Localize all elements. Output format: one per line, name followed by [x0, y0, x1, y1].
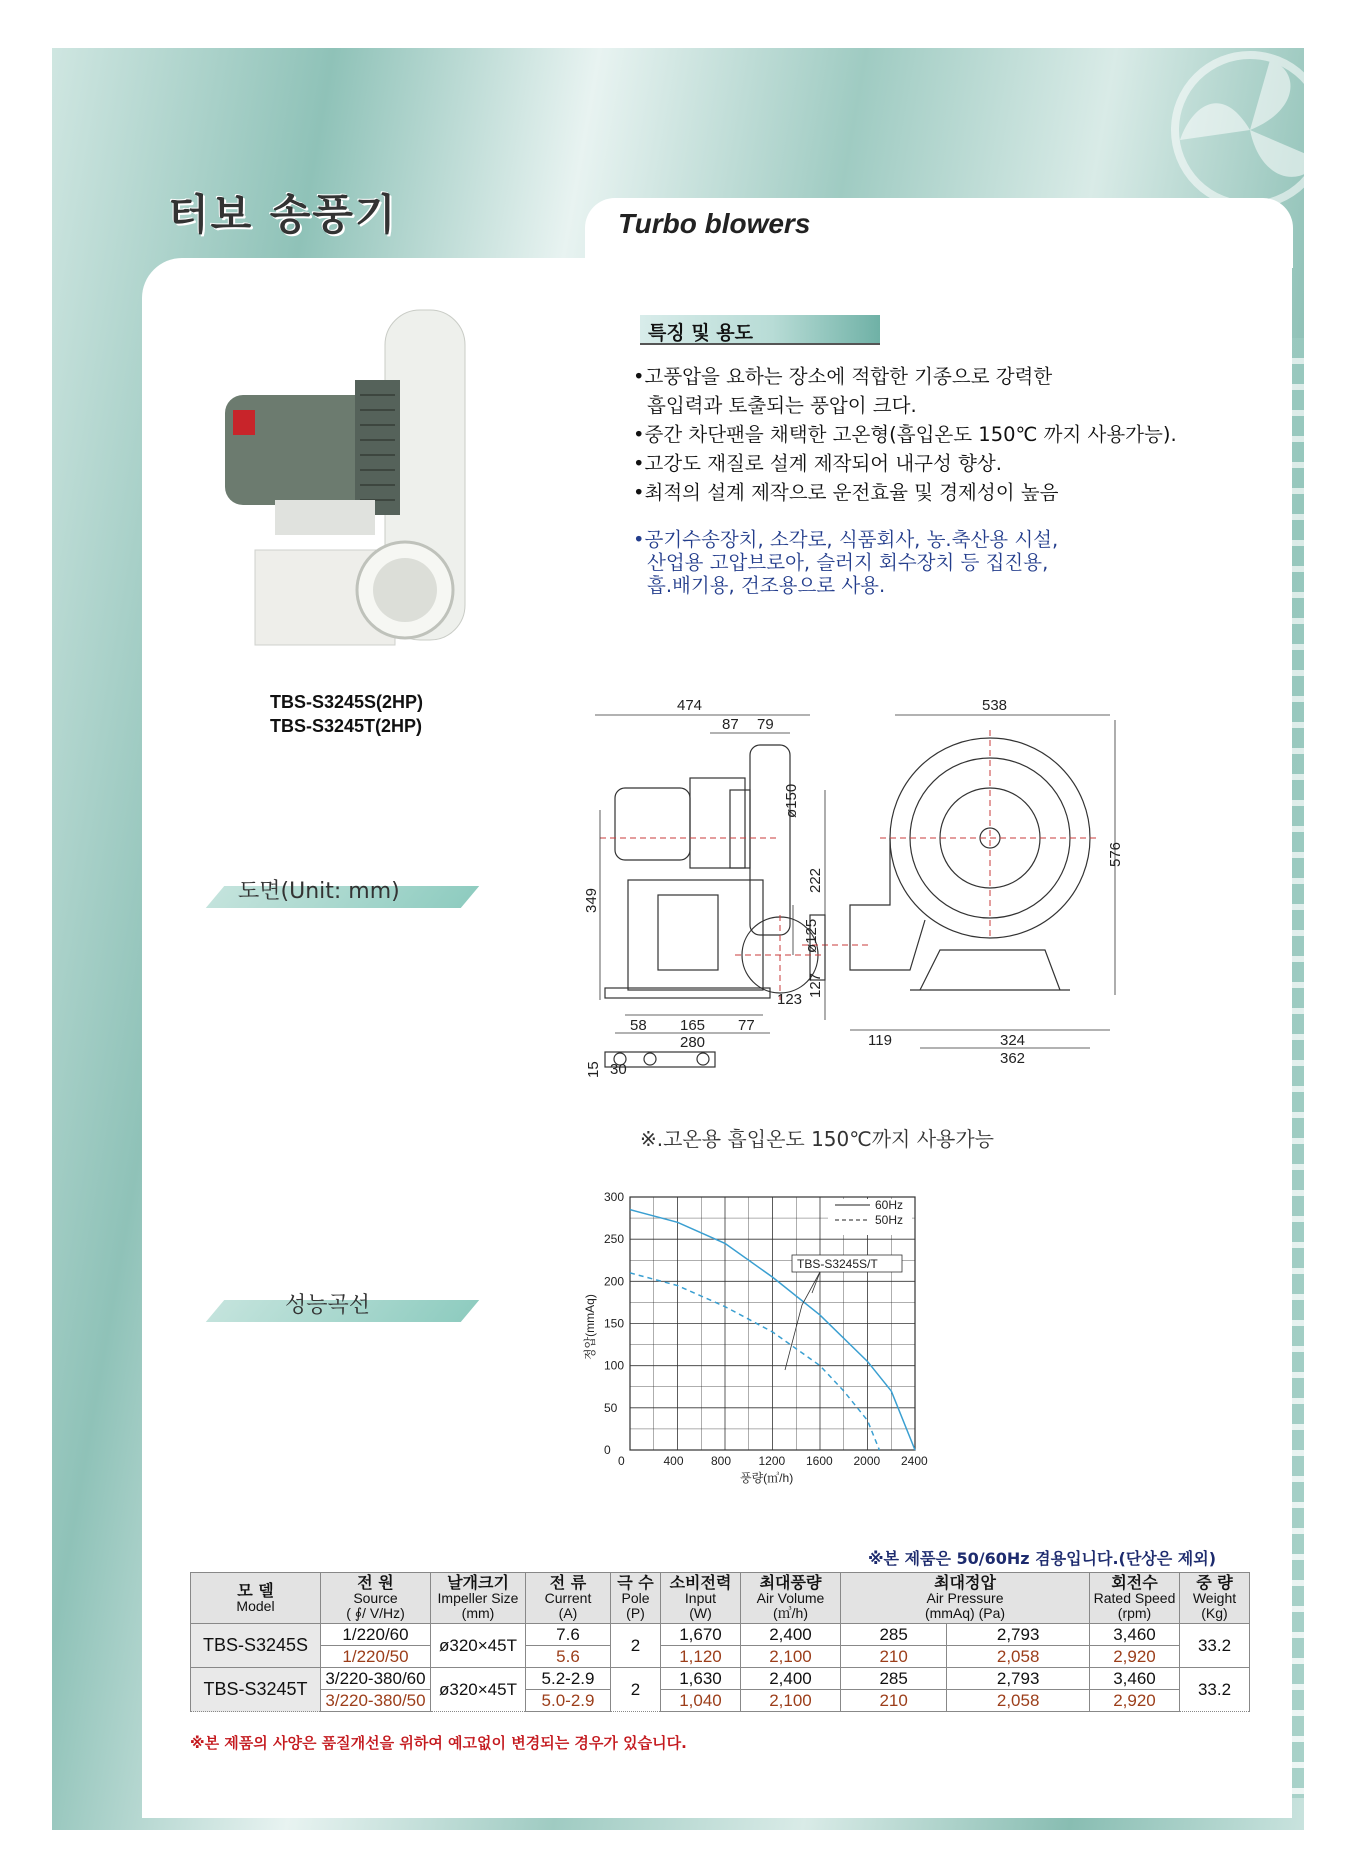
dim-label: 349 [583, 887, 600, 913]
chart-x-tick-label: 2400 [901, 1454, 928, 1468]
high-temp-note: ※.고온용 흡입온도 150℃까지 사용가능 [640, 1127, 994, 1151]
features-list [633, 362, 1233, 507]
spec-table [190, 1572, 1250, 1712]
cell-model: TBS-S3245S [191, 1624, 321, 1668]
use-item: •공기수송장치, 소각로, 식품회사, 농.축산용 시설, [633, 528, 1059, 551]
dim-label: 538 [982, 697, 1008, 714]
feature-item: •고강도 재질로 설계 제작되어 내구성 향상. [633, 452, 1002, 475]
cell-source-60: 1/220/60 [321, 1624, 431, 1646]
dim-label: 30 [610, 1061, 627, 1078]
chart-y-tick-label: 200 [604, 1274, 625, 1289]
header-rated-speed: 회전수 Rated Speed (rpm) [1090, 1573, 1180, 1624]
feature-item: 흡입력과 토출되는 풍압이 크다. [647, 394, 917, 417]
cell-input-50: 1,120 [661, 1646, 741, 1668]
model-name: TBS-S3245T(2HP) [270, 716, 423, 736]
cell-source-60: 3/220-380/60 [321, 1668, 431, 1690]
chart-callout-line [812, 1272, 820, 1293]
chart-y-axis-label: 정압(mmAq) [583, 1294, 597, 1360]
chart-y-tick-label: 0 [604, 1443, 611, 1457]
chart-legend-label: 50Hz [875, 1213, 904, 1227]
table-header-row [191, 1573, 1250, 1624]
table-row [191, 1668, 1250, 1690]
chart-y-tick-label: 250 [604, 1232, 625, 1247]
chart-y-tick-label: 150 [604, 1316, 625, 1331]
use-item: 흡.배기용, 건조용으로 사용. [647, 574, 886, 597]
dim-label: ø150 [783, 783, 800, 818]
curve-label: 성능곡선 [285, 1293, 371, 1318]
dim-label: ø125 [803, 918, 820, 953]
cell-mmaq-50: 210 [841, 1690, 947, 1712]
dim-label: 79 [757, 716, 774, 733]
dim-label: 15 [585, 1061, 602, 1078]
dimension-drawing [580, 690, 1220, 1110]
feature-item: •최적의 설계 제작으로 운전효율 및 경제성이 높음 [633, 481, 1059, 504]
product-model-caption [270, 690, 423, 738]
cell-weight: 33.2 [1180, 1668, 1250, 1712]
dim-label: 222 [807, 867, 824, 893]
header-impeller: 날개크기 Impeller Size (mm) [431, 1573, 526, 1624]
drawing-label: 도면(Unit: mm) [238, 879, 400, 904]
dim-label: 576 [1107, 841, 1124, 867]
feature-item: •중간 차단팬을 채택한 고온형(흡입온도 150℃ 까지 사용가능). [633, 423, 1177, 446]
cell-source-50: 3/220-380/50 [321, 1690, 431, 1712]
header-input: 소비전력 Input (W) [661, 1573, 741, 1624]
dim-label: 127 [807, 972, 824, 998]
cell-pole: 2 [611, 1668, 661, 1712]
header-pole: 극 수 Pole (P) [611, 1573, 661, 1624]
chart-y-tick-label: 300 [604, 1190, 625, 1204]
cell-pa-60: 2,793 [947, 1668, 1090, 1690]
cell-rpm-50: 2,920 [1090, 1690, 1180, 1712]
use-item: 산업용 고압브로아, 슬러지 회수장치 등 집진용, [647, 551, 1049, 574]
cell-volume-60: 2,400 [741, 1668, 841, 1690]
features-heading-text: 특징 및 용도 [648, 322, 753, 344]
chart-y-tick-label: 50 [604, 1400, 618, 1415]
dim-label: 58 [630, 1017, 647, 1034]
cell-pa-50: 2,058 [947, 1646, 1090, 1668]
dim-label: 87 [722, 716, 739, 733]
cell-mmaq-60: 285 [841, 1668, 947, 1690]
chart-x-tick-label: 1200 [758, 1454, 786, 1468]
chart-legend-label: 60Hz [875, 1198, 904, 1212]
cell-volume-50: 2,100 [741, 1646, 841, 1668]
cell-pa-60: 2,793 [947, 1624, 1090, 1646]
header-current: 전 류 Current (A) [526, 1573, 611, 1624]
chart-x-tick-label: 800 [711, 1454, 732, 1468]
cell-pa-50: 2,058 [947, 1690, 1090, 1712]
cell-mmaq-60: 285 [841, 1624, 947, 1646]
chart-series-line [630, 1273, 879, 1450]
cell-pole: 2 [611, 1624, 661, 1668]
cell-current-50: 5.0-2.9 [526, 1690, 611, 1712]
dim-label: 324 [1000, 1032, 1026, 1049]
table-row [191, 1646, 1250, 1668]
dim-label: 474 [677, 697, 703, 714]
performance-chart [580, 1185, 940, 1485]
features-heading [640, 315, 880, 345]
chart-x-tick-label: 400 [663, 1454, 684, 1468]
page-title-english: Turbo blowers [618, 208, 811, 239]
cell-impeller: ø320×45T [431, 1624, 526, 1668]
header-air-pressure: 최대정압 Air Pressure (mmAq) (Pa) [841, 1573, 1090, 1624]
chart-x-axis-label: 풍량(㎥/h) [740, 1471, 794, 1485]
cell-current-60: 7.6 [526, 1624, 611, 1646]
header-air-volume: 최대풍량 Air Volume (㎥/h) [741, 1573, 841, 1624]
feature-item: •고풍압을 요하는 장소에 적합한 기종으로 강력한 [633, 365, 1053, 388]
cell-weight: 33.2 [1180, 1624, 1250, 1668]
fan-logo-icon [1150, 50, 1330, 220]
cell-input-60: 1,670 [661, 1624, 741, 1646]
header-model: 모 델 Model [191, 1573, 321, 1624]
cell-input-50: 1,040 [661, 1690, 741, 1712]
cell-impeller: ø320×45T [431, 1668, 526, 1712]
chart-x-tick-label: 0 [618, 1454, 625, 1468]
table-note: ※본 제품은 50/60Hz 겸용입니다.(단상은 제외) [868, 1549, 1217, 1568]
model-name: TBS-S3245S(2HP) [270, 692, 424, 712]
cell-model: TBS-S3245T [191, 1668, 321, 1712]
chart-x-tick-label: 1600 [806, 1454, 833, 1468]
cell-current-60: 5.2-2.9 [526, 1668, 611, 1690]
table-row [191, 1624, 1250, 1646]
bottom-note: ※본 제품의 사양은 품질개선을 위하여 예고없이 변경되는 경우가 있습니다. [190, 1734, 687, 1752]
chart-title: TBS-S3245S/T [797, 1257, 878, 1271]
header-source: 전 원 Source ( ∮/ V/Hz) [321, 1573, 431, 1624]
chart-x-tick-label: 2000 [853, 1454, 881, 1468]
cell-volume-60: 2,400 [741, 1624, 841, 1646]
uses-list [633, 528, 1233, 597]
table-row [191, 1690, 1250, 1712]
product-photo [225, 300, 475, 670]
cell-source-50: 1/220/50 [321, 1646, 431, 1668]
cell-mmaq-50: 210 [841, 1646, 947, 1668]
cell-rpm-50: 2,920 [1090, 1646, 1180, 1668]
cell-volume-50: 2,100 [741, 1690, 841, 1712]
dim-label: 362 [1000, 1050, 1026, 1067]
dim-label: 280 [680, 1034, 706, 1051]
header-weight: 중 량 Weight (Kg) [1180, 1573, 1250, 1624]
chart-y-tick-label: 100 [604, 1358, 625, 1373]
dim-label: 165 [680, 1017, 706, 1034]
cell-current-50: 5.6 [526, 1646, 611, 1668]
cell-rpm-60: 3,460 [1090, 1624, 1180, 1646]
dim-label: 77 [738, 1017, 755, 1034]
page-title-korean: 터보 송풍기 [168, 190, 398, 239]
cell-rpm-60: 3,460 [1090, 1668, 1180, 1690]
cell-input-60: 1,630 [661, 1668, 741, 1690]
dim-label: 123 [777, 991, 803, 1008]
dim-label: 119 [868, 1032, 892, 1049]
